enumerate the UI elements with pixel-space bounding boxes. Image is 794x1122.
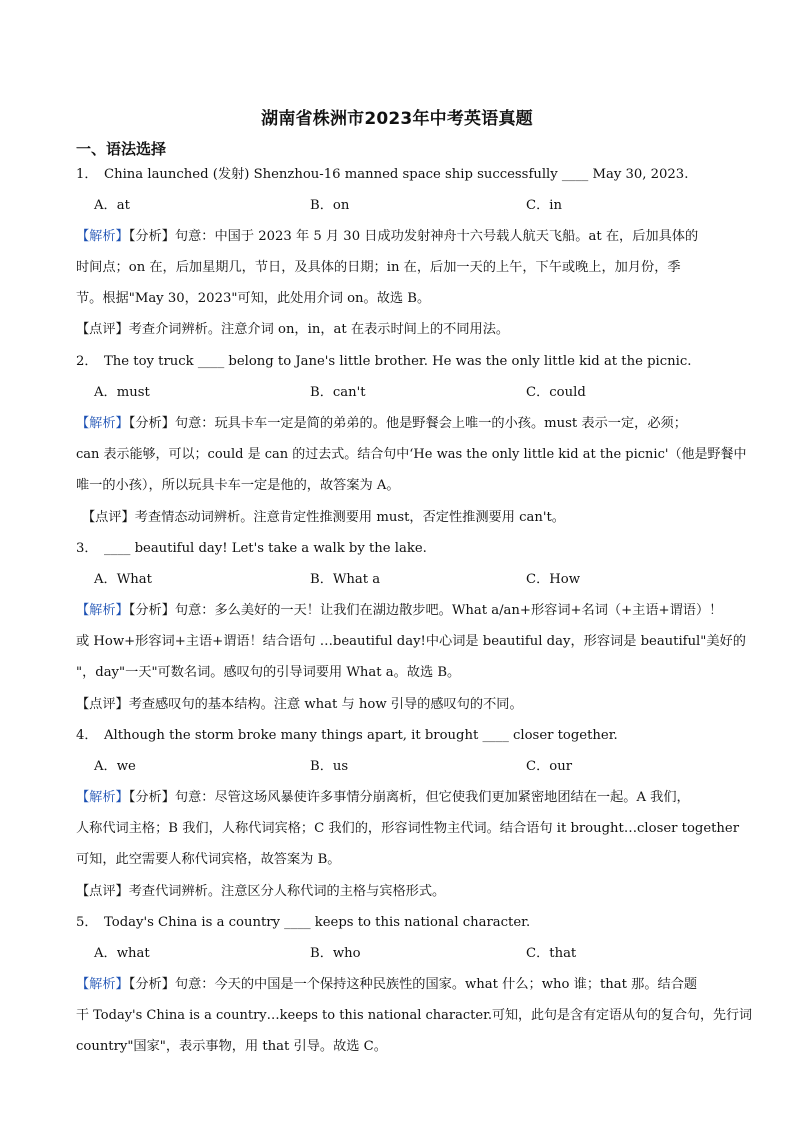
analysis-tag: 【解析】 (76, 790, 129, 805)
option-c: C．in (526, 198, 562, 213)
comment-line: 【点评】考查代词辨析。注意区分人称代词的主格与宾格形式。 (76, 884, 446, 899)
question-text: Although the storm broke many things apart, it brought ____ closer together. (104, 728, 618, 743)
analysis-line: 可知，此空需要人称代词宾格，故答案为 B。 (76, 852, 341, 867)
comment-line: 【点评】考查感叹句的基本结构。注意 what 与 how 引导的感叹句的不同。 (76, 697, 523, 712)
option-c: C．could (526, 385, 586, 400)
option-b: B．on (310, 198, 350, 213)
option-a: A．at (94, 198, 130, 213)
question-text: The toy truck ____ belong to Jane's little brother. He was the only little kid at the picnic. (104, 354, 692, 369)
analysis-tag: 【解析】 (76, 603, 129, 618)
option-a: A．what (94, 946, 150, 961)
question-stem (76, 540, 748, 558)
analysis-tag: 【解析】 (76, 416, 129, 431)
analysis-line: 【解析】【分析】句意：尽管这场风暴使许多事情分崩离析，但它使我们更加紧密地团结在一起。A 我们， (76, 790, 690, 805)
analysis-line: 时间点；on 在，后加星期几，节日，及具体的日期；in 在，后加一天的上午，下午或晚上，加月份，季 (76, 260, 681, 275)
analysis-line: "，day"一天"可数名词。感叹句的引导词要用 What a。故选 B。 (76, 665, 461, 680)
comment-line: 【点评】考查情态动词辨析。注意肯定性推测要用 must，否定性推测要用 can't。 (82, 510, 565, 525)
question-text: China launched (发射) Shenzhou-16 manned space ship successfully ____ May 30, 2023. (104, 167, 689, 182)
analysis-line: 唯一的小孩），所以玩具卡车一定是他的，故答案为 A。 (76, 478, 400, 493)
question-stem (76, 166, 748, 184)
page-title: 湖南省株洲市2023年中考英语真题 (261, 109, 533, 129)
analysis-line: 干 Today's China is a country…keeps to this national character.可知，此句是含有定语从句的复合句，先行词 (76, 1008, 752, 1023)
question-number: 4． (76, 728, 98, 743)
analysis-tag: 【解析】 (76, 977, 129, 992)
option-b: B．What a (310, 572, 381, 587)
option-c: C．our (526, 759, 573, 774)
question-stem (76, 914, 748, 932)
option-b: B．can't (310, 385, 366, 400)
analysis-line: 人称代词主格；B 我们，人称代词宾格；C 我们的，形容词性物主代词。结合语句 it brought…closer together (76, 821, 740, 836)
analysis-line: 【解析】【分析】句意：中国于 2023 年 5 月 30 日成功发射神舟十六号载人航天飞船。at 在，后加具体的 (76, 229, 699, 244)
option-c: C．How (526, 572, 581, 587)
option-a: A．we (94, 759, 136, 774)
option-b: B．us (310, 759, 349, 774)
question-stem (76, 353, 748, 371)
option-c: C．that (526, 946, 577, 961)
analysis-line: can 表示能够，可以；could 是 can 的过去式。结合句中‘He was the only little kid at the picnic'（他是野餐中 (76, 447, 747, 462)
analysis-line: 【解析】【分析】句意：今天的中国是一个保持这种民族性的国家。what 什么；who 谁；that 那。结合题 (76, 977, 698, 992)
analysis-line: 或 How+形容词+主语+谓语！结合语句 …beautiful day!中心词是 beautiful day，形容词是 beautiful"美好的 (76, 634, 746, 649)
question-number: 5． (76, 915, 98, 930)
analysis-tag: 【解析】 (76, 229, 129, 244)
question-text: Today's China is a country ____ keeps to this national character. (104, 915, 531, 930)
analysis-line: 节。根据"May 30，2023"可知，此处用介词 on。故选 B。 (76, 291, 431, 306)
question-number: 3． (76, 541, 98, 556)
question-text: ____ beautiful day! Let's take a walk by the lake. (104, 541, 427, 556)
question-stem (76, 727, 748, 745)
option-a: A．What (94, 572, 152, 587)
question-number: 1． (76, 167, 98, 182)
comment-line: 【点评】考查介词辨析。注意介词 on，in，at 在表示时间上的不同用法。 (76, 322, 510, 337)
option-b: B．who (310, 946, 361, 961)
option-a: A．must (94, 385, 150, 400)
section-heading: 一、语法选择 (76, 140, 167, 158)
analysis-line: 【解析】【分析】句意：玩具卡车一定是简的弟弟的。他是野餐会上唯一的小孩。must 表示一定，必须； (76, 416, 687, 431)
analysis-line: 【解析】【分析】句意：多么美好的一天！让我们在湖边散步吧。What a/an+形容词+名词（+主语+谓语）！ (76, 603, 723, 618)
question-number: 2． (76, 354, 98, 369)
analysis-line: country"国家"，表示事物，用 that 引导。故选 C。 (76, 1039, 387, 1054)
